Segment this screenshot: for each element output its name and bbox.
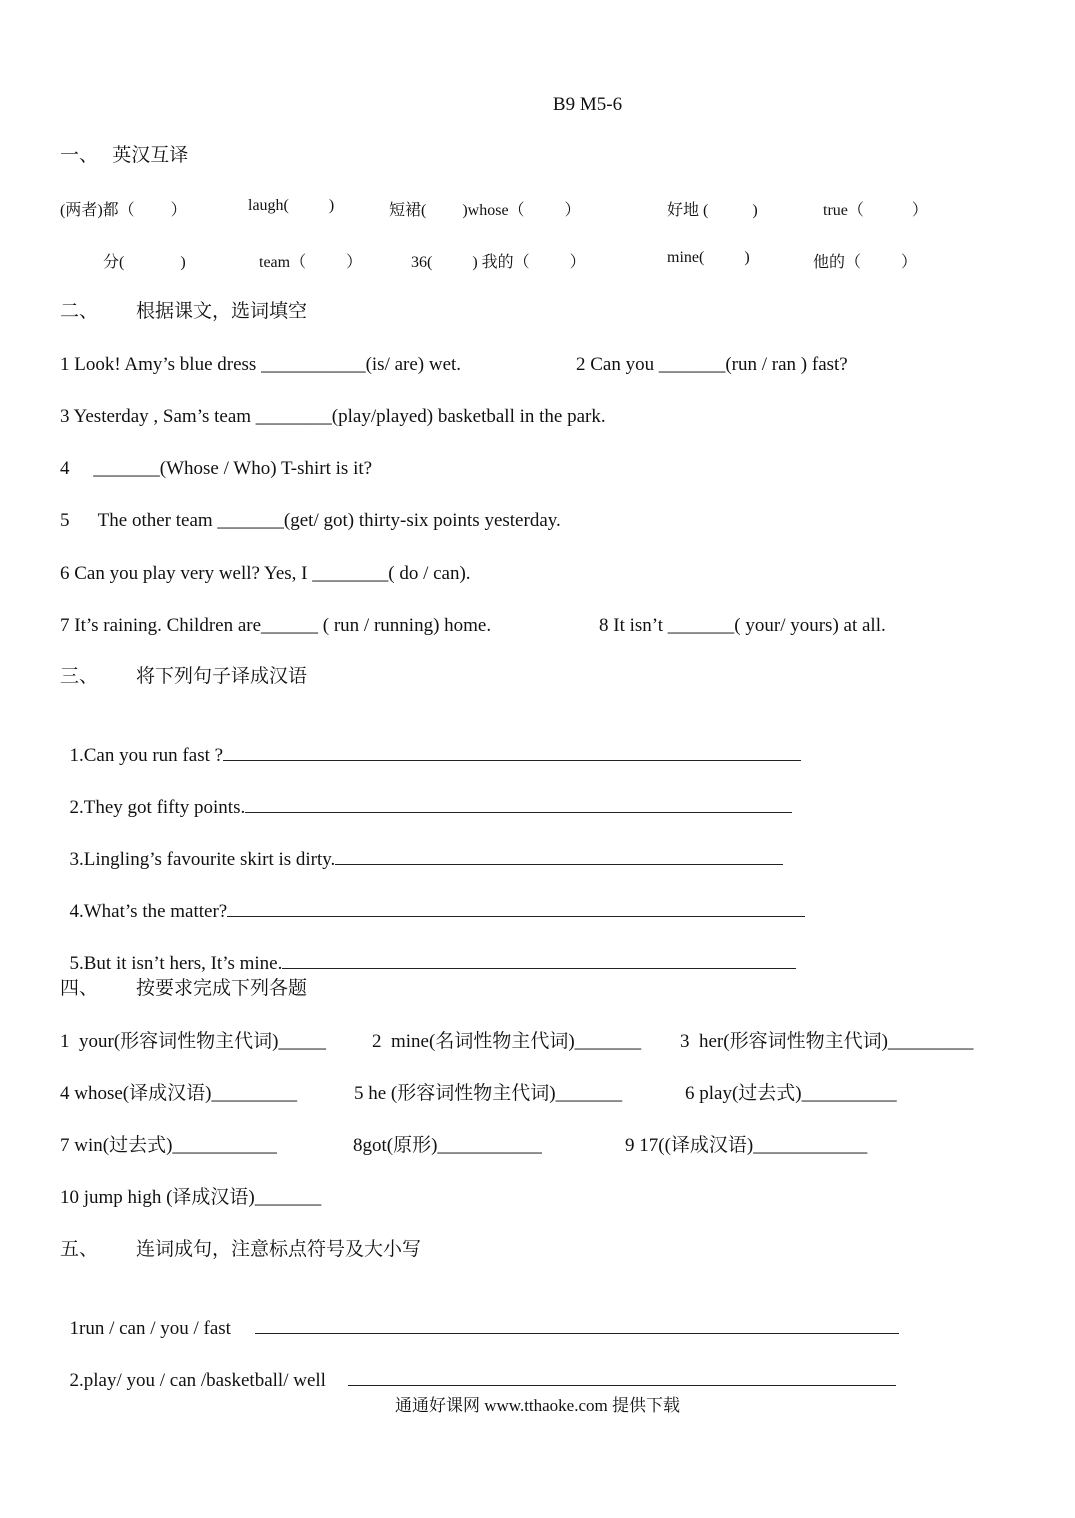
fill-question-6: 6 Can you play very well? Yes, I ________( do / can). <box>60 563 471 584</box>
fill-question-8: 8 It isn’t _______( your/ yours) at all. <box>599 615 886 636</box>
worksheet-title: B9 M5-6 <box>552 94 623 115</box>
vocab-item: 36( ) 我的（ ） <box>411 254 586 271</box>
section4-heading: 四、 按要求完成下列各题 <box>60 978 308 999</box>
translate-sentence: 1.Can you run fast ? <box>69 745 224 766</box>
answer-line[interactable] <box>335 846 783 865</box>
section5-heading: 五、 连词成句，注意标点符号及大小写 <box>60 1239 422 1260</box>
fill-question-1: 1 Look! Amy’s blue dress ___________(is/ are) wet. <box>60 354 462 375</box>
answer-line[interactable] <box>223 742 801 761</box>
translate-sentence: 4.What’s the matter? <box>69 901 228 922</box>
vocab-item: 短裙( )whose（ ） <box>389 202 581 219</box>
fill-question-7: 7 It’s raining. Children are______ ( run / running) home. <box>60 615 492 636</box>
vocab-item: (两者)都（ ） <box>60 202 187 219</box>
task-item: 3 her(形容词性物主代词)_________ <box>680 1031 974 1052</box>
fill-question-4: 4 _______(Whose / Who) T-shirt is it? <box>60 458 373 479</box>
answer-line[interactable] <box>245 794 792 813</box>
fill-question-5: 5 The other team _______(get/ got) thirty-six points yesterday. <box>60 510 561 531</box>
section2-heading: 二、 根据课文，选词填空 <box>60 301 308 322</box>
task-item: 6 play(过去式)__________ <box>685 1083 897 1104</box>
answer-line[interactable] <box>227 898 805 917</box>
task-item: 10 jump high (译成汉语)_______ <box>60 1187 322 1208</box>
task-item: 8got(原形)___________ <box>353 1135 542 1156</box>
translate-item <box>60 770 792 820</box>
section3-heading: 三、 将下列句子译成汉语 <box>60 666 308 687</box>
translate-sentence: 5.But it isn’t hers, It’s mine. <box>69 953 283 974</box>
task-item: 1 your(形容词性物主代词)_____ <box>60 1031 326 1052</box>
vocab-item: laugh( ) <box>248 197 335 214</box>
vocab-item: team（ ） <box>259 254 363 271</box>
fill-question-3: 3 Yesterday , Sam’s team ________(play/played) basketball in the park. <box>60 406 606 427</box>
reorder-words: 2.play/ you / can /basketball/ well <box>69 1370 326 1391</box>
fill-question-2: 2 Can you _______(run / ran ) fast? <box>576 354 848 375</box>
reorder-item <box>60 1343 896 1393</box>
vocab-item: 好地 ( ) <box>667 202 758 219</box>
task-item: 4 whose(译成汉语)_________ <box>60 1083 297 1104</box>
vocab-item: 他的（ ） <box>813 254 918 271</box>
vocab-item: true（ ） <box>823 202 928 219</box>
vocab-item: 分( ) <box>103 254 186 271</box>
reorder-words: 1run / can / you / fast <box>69 1318 231 1339</box>
translate-item <box>60 926 796 976</box>
translate-item <box>60 822 783 872</box>
task-item: 9 17((译成汉语)____________ <box>625 1135 868 1156</box>
vocab-item: mine( ) <box>667 249 750 266</box>
translate-item <box>60 718 801 768</box>
translate-sentence: 3.Lingling’s favourite skirt is dirty. <box>69 849 336 870</box>
answer-line[interactable] <box>348 1367 896 1386</box>
task-item: 5 he (形容词性物主代词)_______ <box>354 1083 623 1104</box>
task-item: 2 mine(名词性物主代词)_______ <box>372 1031 642 1052</box>
answer-line[interactable] <box>255 1315 899 1334</box>
task-item: 7 win(过去式)___________ <box>60 1135 277 1156</box>
translate-sentence: 2.They got fifty points. <box>69 797 246 818</box>
reorder-item <box>60 1291 899 1341</box>
translate-item <box>60 874 805 924</box>
section1-heading: 一、 英汉互译 <box>60 145 189 166</box>
footer-credit: 通通好课网 www.tthaoke.com 提供下载 <box>394 1396 681 1415</box>
answer-line[interactable] <box>282 950 796 969</box>
